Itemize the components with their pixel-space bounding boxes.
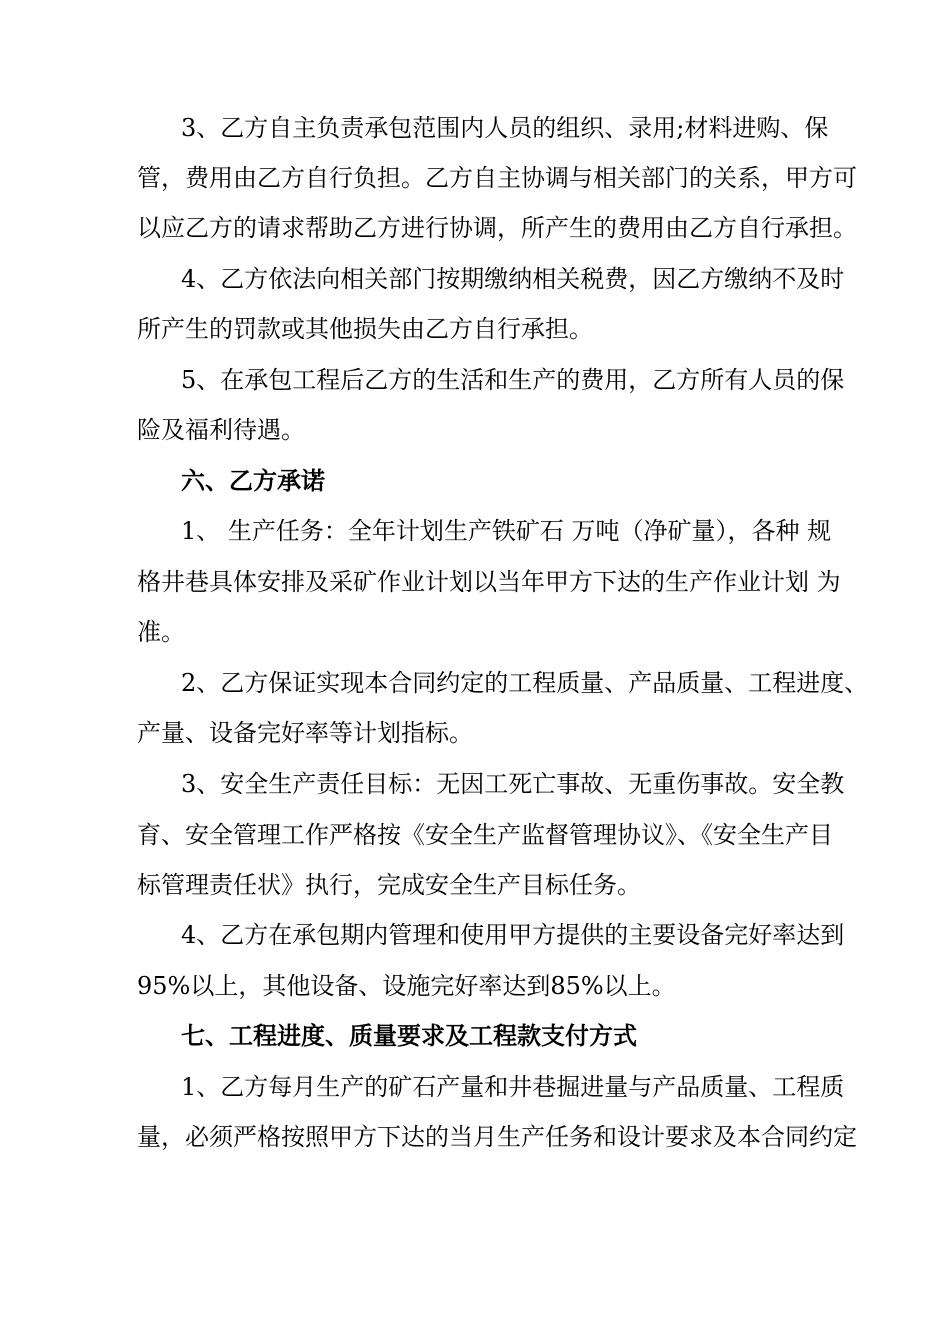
paragraph-line: 产量、设备完好率等计划指标。 [137,719,473,747]
paragraph-line: 格井巷具体安排及采矿作业计划以当年甲方下达的生产作业计划 为 [137,568,841,596]
paragraph-line: 准。 [137,618,185,646]
paragraph-line: 险及福利待遇。 [137,416,305,444]
paragraph-line: 95%以上，其他设备、设施完好率达到85%以上。 [137,972,676,1000]
paragraph-line: 以应乙方的请求帮助乙方进行协调，所产生的费用由乙方自行承担。 [137,214,857,242]
paragraph-line: 5、在承包工程后乙方的生活和生产的费用，乙方所有人员的保 [181,366,845,394]
paragraph-line: 4、乙方依法向相关部门按期缴纳相关税费，因乙方缴纳不及时 [181,265,845,293]
paragraph-line: 育、安全管理工作严格按《安全生产监督管理协议》、《安全生产目 [137,821,833,849]
paragraph-line: 4、乙方在承包期内管理和使用甲方提供的主要设备完好率达到 [181,921,845,949]
paragraph-line: 量，必须严格按照甲方下达的当月生产任务和设计要求及本合同约定 [137,1123,857,1151]
paragraph-line: 3、安全生产责任目标：无因工死亡事故、无重伤事故。安全教 [181,770,845,798]
paragraph-line: 1、 生产任务：全年计划生产铁矿石 万吨（净矿量），各种 规 [181,517,832,545]
paragraph-line: 2、乙方保证实现本合同约定的工程质量、产品质量、工程进度、 [181,669,869,697]
section-heading: 七、工程进度、质量要求及工程款支付方式 [181,1021,637,1050]
section-heading: 六、乙方承诺 [181,466,325,495]
paragraph-line: 3、乙方自主负责承包范围内人员的组织、录用;材料进购、保 [181,114,829,142]
paragraph-line: 标管理责任状》执行，完成安全生产目标任务。 [137,871,641,899]
paragraph-line: 所产生的罚款或其他损失由乙方自行承担。 [137,315,593,343]
paragraph-line: 管，费用由乙方自行负担。乙方自主协调与相关部门的关系，甲方可 [137,164,857,192]
paragraph-line: 1、乙方每月生产的矿石产量和井巷掘进量与产品质量、工程质 [181,1073,845,1101]
